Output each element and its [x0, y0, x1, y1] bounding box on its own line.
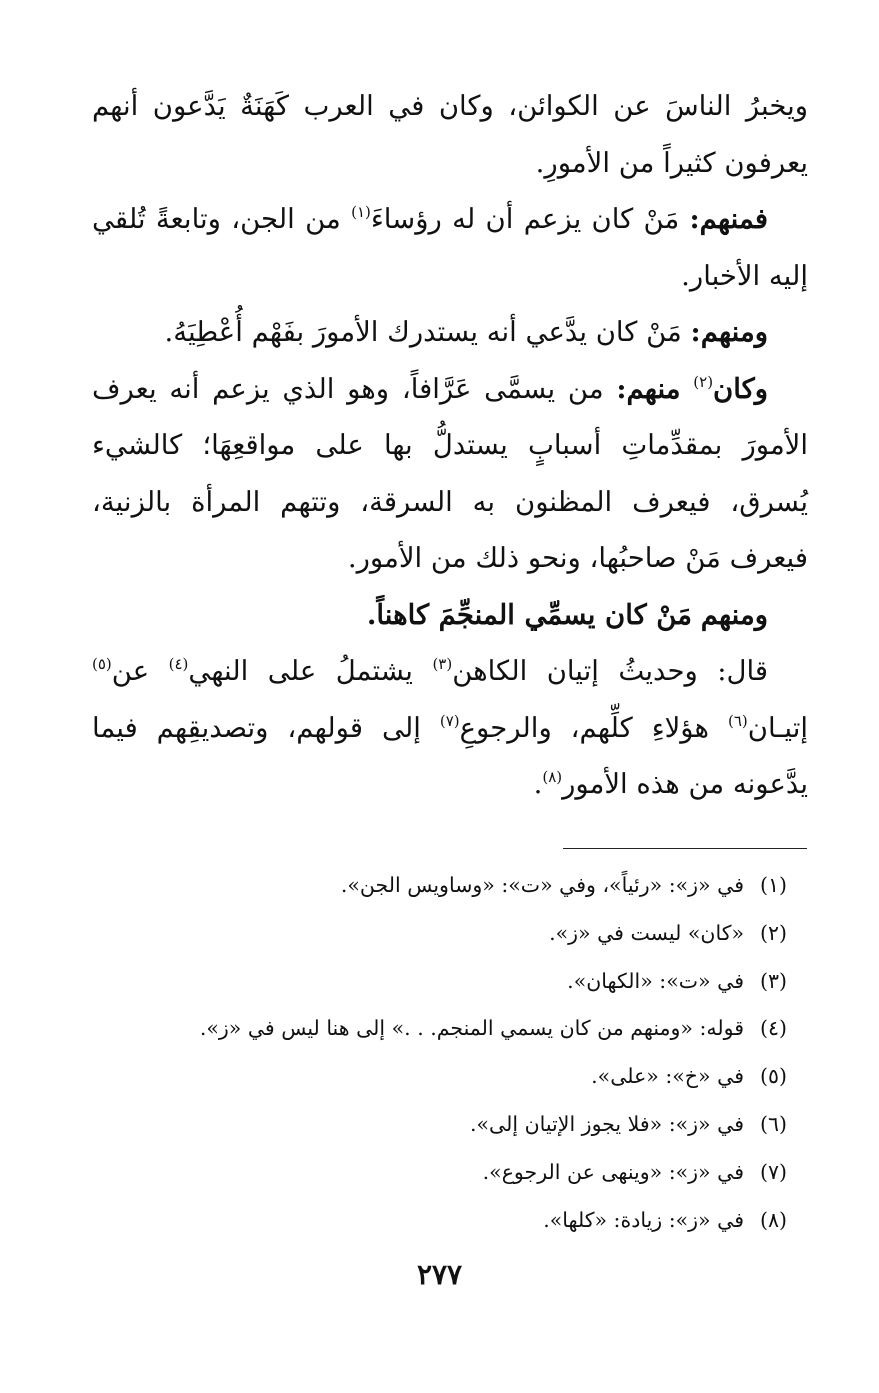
footnote-ref-8: (٨) — [542, 768, 563, 786]
paragraph-text: عن — [111, 655, 150, 687]
paragraph-lead: ومنهم — [700, 598, 768, 631]
footnote-number: (٧) — [760, 1159, 788, 1184]
footnote-text: في «ز»: «رئياً»، وفي «ت»: «وساويس الجن». — [340, 873, 744, 897]
paragraph-5 — [92, 587, 808, 644]
footnote-ref-2: (٢) — [693, 372, 714, 391]
paragraph-text: إلى قولهم، وتصديقِهم فيما يدَّعونه من هذه الأمور — [92, 711, 808, 800]
footnote-text: قوله: «ومنهم من كان يسمي المنجم. . .» إلى هنا ليس في «ز». — [199, 1016, 744, 1041]
paragraph-text: من الجن، وتابعةً تُلقي إليه الأخبار. — [92, 203, 808, 292]
footnote-6 — [92, 1101, 808, 1149]
footnote-text: في «ز»: «وينهى عن الرجوع». — [482, 1159, 744, 1184]
footnote-number: (٣) — [760, 968, 788, 993]
paragraph-1: ويخبرُ الناسَ عن الكوائن، وكان في العرب كَهَنَةٌ يَدَّعون أنهم يعرفون كثيراً من الأمورِ. — [92, 90, 808, 179]
footnote-ref-3: (٣) — [432, 655, 453, 673]
paragraph-4 — [92, 361, 808, 587]
paragraph-text: مَنْ كان يدَّعي أنه يستدرك الأمورَ بفَهْم أُعْطِيَهُ. — [164, 316, 682, 348]
paragraph-text: قال: وحديثُ إتيان الكاهن — [452, 655, 769, 687]
footnote-1 — [92, 862, 808, 910]
paragraph-text: يشتملُ على النهي — [188, 655, 413, 687]
paragraph-text: هؤلاءِ كلِّهم، والرجوعِ — [459, 711, 710, 744]
footnote-number: (٤) — [760, 1016, 788, 1041]
footnote-number: (٢) — [760, 920, 788, 945]
paragraph-text: مَنْ كان يسمِّي المنجِّمَ كاهناً. — [366, 598, 692, 631]
paragraph-lead: وكان — [713, 372, 768, 405]
footnote-8 — [92, 1197, 808, 1245]
paragraph-lead-2: منهم: — [616, 372, 681, 405]
footnote-ref-7: (٧) — [439, 711, 460, 730]
footnote-3 — [92, 958, 808, 1006]
footnote-text: في «ز»: «فلا يجوز الإتيان إلى». — [469, 1111, 744, 1136]
footnote-text: في «خ»: «على». — [591, 1064, 744, 1089]
footnote-5 — [92, 1053, 808, 1101]
footnote-ref-6: (٦) — [728, 711, 748, 730]
footnote-4 — [92, 1005, 808, 1053]
footnote-number: (٥) — [760, 1064, 788, 1089]
paragraph-text: مَنْ كان يزعم أن له رؤساءَ — [370, 203, 680, 235]
footnote-7 — [92, 1149, 808, 1197]
paragraph-2 — [92, 191, 808, 304]
footnote-ref-5: (٥) — [92, 655, 112, 673]
paragraph-6 — [92, 643, 808, 813]
paragraph-lead: فمنهم: — [689, 203, 769, 235]
main-text — [92, 78, 808, 813]
page-number: ٢٧٧ — [416, 1258, 463, 1291]
footnote-2 — [92, 910, 808, 958]
footnote-number: (٨) — [760, 1207, 788, 1232]
footnotes — [92, 862, 808, 1244]
paragraph-end: . — [533, 768, 543, 800]
footnote-text: «كان» ليست في «ز». — [549, 920, 744, 945]
paragraph-lead: ومنهم: — [690, 316, 768, 348]
footnote-number: (١) — [760, 873, 788, 897]
footnote-ref-1: (١) — [351, 203, 371, 221]
paragraph-3 — [92, 304, 808, 361]
footnote-text: في «ت»: «الكهان». — [567, 968, 744, 993]
footnote-text: في «ز»: زيادة: «كلها». — [543, 1207, 744, 1232]
footnote-ref-4: (٤) — [168, 655, 189, 673]
footnote-number: (٦) — [760, 1111, 788, 1136]
paragraph-text: من يسمَّى عَرَّافاً، وهو الذي يزعم أنه يعرف الأمورَ بمقدِّماتِ أسبابٍ يستدلُّ بها على مواقعِهَا؛ كالشيء يُسرق، فيعرف المظنون به السرقة، وتتهم المرأة بالزنية، فيعرف مَنْ صاحبُها، ونحو ذلك من الأمور. — [92, 372, 808, 574]
footnote-separator — [563, 848, 807, 849]
paragraph-text: إتيـان — [747, 711, 809, 744]
